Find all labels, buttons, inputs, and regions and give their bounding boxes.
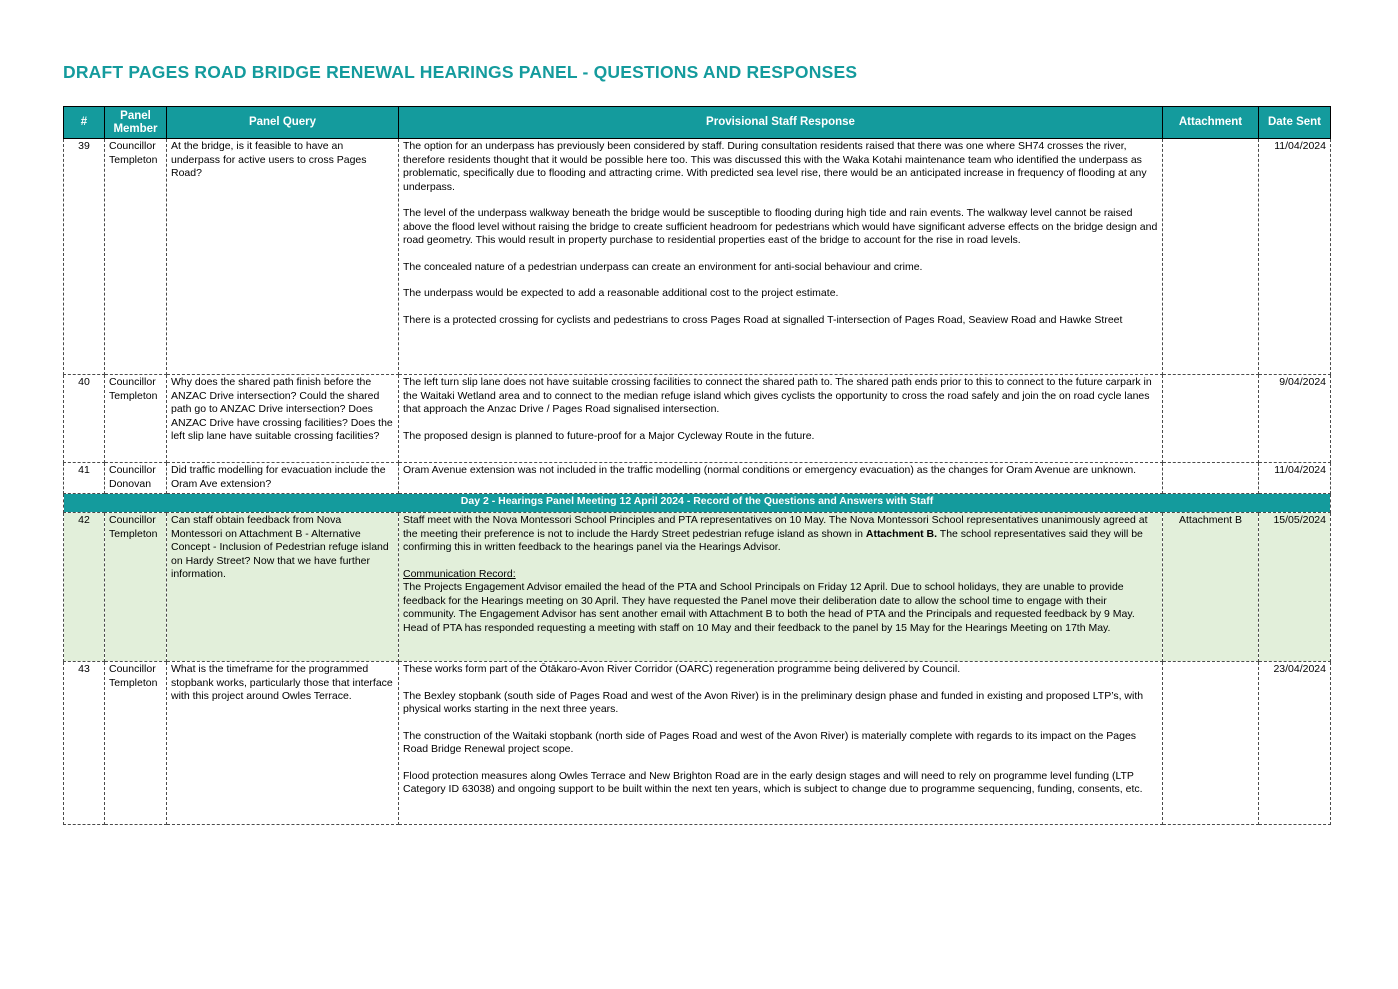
cell-date-sent: 9/04/2024 (1259, 375, 1331, 463)
cell-panel-query: Did traffic modelling for evacuation include the Oram Ave extension? (167, 463, 399, 494)
response-paragraph: The Bexley stopbank (south side of Pages Road and west of the Avon River) is in the preliminary design phase and funded in existing and proposed LTP’s, with physical works starting in the next three years. (403, 689, 1144, 715)
table-row (64, 463, 1331, 494)
col-header-date-sent: Date Sent (1259, 107, 1331, 139)
header-row (64, 107, 1331, 139)
cell-date-sent: 15/05/2024 (1259, 513, 1331, 662)
response-paragraph: The left turn slip lane does not have suitable crossing facilities to connect the shared path to. The shared path ends prior to this to connect to the future carpark in the Waitaki Wetland area and to connect to the median refuge island which gives cyclists the opportunity to cross the road safely and join the on road cycle lanes that approach the Anzac Drive / Pages Road signalised intersection. (403, 376, 1152, 415)
cell-attachment (1163, 662, 1259, 825)
cell-panel-member: Councillor Templeton (105, 375, 167, 463)
col-header-response: Provisional Staff Response (399, 107, 1163, 139)
section-banner-row (64, 494, 1331, 513)
response-paragraph: The proposed design is planned to future-proof for a Major Cycleway Route in the future. (403, 429, 815, 442)
cell-panel-query: Can staff obtain feedback from Nova Montessori on Attachment B - Alternative Concept - Inclusion of Pedestrian refuge island on Hardy Street? Now that we have further information. (167, 513, 399, 662)
cell-number: 40 (64, 375, 105, 463)
response-paragraph: Oram Avenue extension was not included in the traffic modelling (normal conditions or emergency evacuation) as the changes for Oram Avenue are unknown. (403, 464, 1137, 476)
col-header-num: # (64, 107, 105, 139)
col-header-panel-query: Panel Query (167, 107, 399, 139)
response-paragraph: Communication Record: The Projects Engagement Advisor emailed the head of the PTA and School Principals on Friday 12 April. Due to school holidays, they are unable to provide feedback for the Hearings meeting on 30 April. They have requested the Panel move their deliberation date to allow the school time to engage with their community. The Engagement Advisor has sent another email with Attachment B to both the head of PTA and the Principals and requested feedback by 9 May. Head of PTA has responded requesting a meeting with staff on 10 May and their feedback to the panel by 15 May for the Hearings Meeting on 17th May. (403, 567, 1135, 634)
page-title: DRAFT PAGES ROAD BRIDGE RENEWAL HEARINGS PANEL - QUESTIONS AND RESPONSES (63, 62, 858, 82)
col-header-attachment: Attachment (1163, 107, 1259, 139)
response-paragraph: The level of the underpass walkway beneath the bridge would be susceptible to flooding during high tide and rain events. The walkway level cannot be raised above the flood level without raising the bridge to create sufficient headroom for pedestrians which would have significant adverse effects on the bridge design and road geometry. This would result in property purchase to residential properties east of the bridge to account for the rise in road levels. (403, 207, 1158, 246)
cell-number: 42 (64, 513, 105, 662)
response-paragraph: There is a protected crossing for cyclists and pedestrians to cross Pages Road at signalled T-intersection of Pages Road, Seaview Road and Hawke Street (403, 313, 1123, 326)
table-row (64, 662, 1331, 825)
cell-panel-query: What is the timeframe for the programmed stopbank works, particularly those that interface with this project around Owles Terrace. (167, 662, 399, 825)
cell-attachment (1163, 375, 1259, 463)
cell-date-sent: 11/04/2024 (1259, 139, 1331, 375)
cell-date-sent: 11/04/2024 (1259, 463, 1331, 494)
cell-staff-response (399, 463, 1163, 494)
response-paragraph: These works form part of the Ōtākaro-Avon River Corridor (OARC) regeneration programme being delivered by Council. (403, 663, 961, 675)
cell-staff-response (399, 139, 1163, 375)
cell-staff-response (399, 375, 1163, 463)
response-paragraph: The underpass would be expected to add a reasonable additional cost to the project estimate. (403, 287, 839, 299)
cell-panel-query: At the bridge, is it feasible to have an underpass for active users to cross Pages Road? (167, 139, 399, 375)
cell-staff-response (399, 662, 1163, 825)
cell-panel-query: Why does the shared path finish before the ANZAC Drive intersection? Could the shared path go to ANZAC Drive intersection? Does ANZAC Drive have crossing facilities? Does the left slip lane have suitable crossing facilities? (167, 375, 399, 463)
cell-attachment (1163, 139, 1259, 375)
cell-panel-member: Councillor Templeton (105, 662, 167, 825)
cell-number: 41 (64, 463, 105, 494)
response-paragraph: The construction of the Waitaki stopbank (north side of Pages Road and west of the Avon River) is materially complete with regards to its impact on the Pages Road Bridge Renewal project scope. (403, 729, 1137, 755)
cell-staff-response (399, 513, 1163, 662)
cell-panel-member: Councillor Donovan (105, 463, 167, 494)
cell-panel-member: Councillor Templeton (105, 139, 167, 375)
cell-panel-member: Councillor Templeton (105, 513, 167, 662)
response-paragraph: The concealed nature of a pedestrian underpass can create an environment for anti-social behaviour and crime. (403, 260, 923, 273)
response-paragraph: The option for an underpass has previously been considered by staff. During consultation residents raised that there was one where SH74 crosses the river, therefore residents thought that it would be possible here too. This was discussed this with the Waka Kotahi maintenance team who identified the underpass as problematic, specifically due to flooding and attracting crime. With predicted sea level rise, there would be an anticipated increase in frequency of flooding at any underpass. (403, 140, 1147, 193)
table-row (64, 513, 1331, 662)
cell-attachment (1163, 463, 1259, 494)
table-row (64, 139, 1331, 375)
table-body (64, 139, 1331, 825)
cell-number: 43 (64, 662, 105, 825)
response-paragraph: Flood protection measures along Owles Terrace and New Brighton Road are in the early design stages and will need to rely on programme level funding (LTP Category ID 63038) and ongoing support to be built within the next ten years, which is subject to change due to programme sequencing, funding, consents, etc. (403, 769, 1143, 795)
cell-number: 39 (64, 139, 105, 375)
section-banner: Day 2 - Hearings Panel Meeting 12 April 2024 - Record of the Questions and Answers with Staff (64, 494, 1331, 513)
col-header-panel-member: Panel Member (105, 107, 167, 139)
cell-attachment: Attachment B (1163, 513, 1259, 662)
table-row (64, 375, 1331, 463)
cell-date-sent: 23/04/2024 (1259, 662, 1331, 825)
qa-table (63, 106, 1331, 825)
response-paragraph: Staff meet with the Nova Montessori School Principles and PTA representatives on 10 May. The Nova Montessori School representatives unanimously agreed at the meeting their preference is not to include the Hardy Street pedestrian refuge island as shown in Attachment B. The school representatives said they will be confirming this in written feedback to the hearings panel via the Hearings Advisor. (403, 514, 1148, 553)
